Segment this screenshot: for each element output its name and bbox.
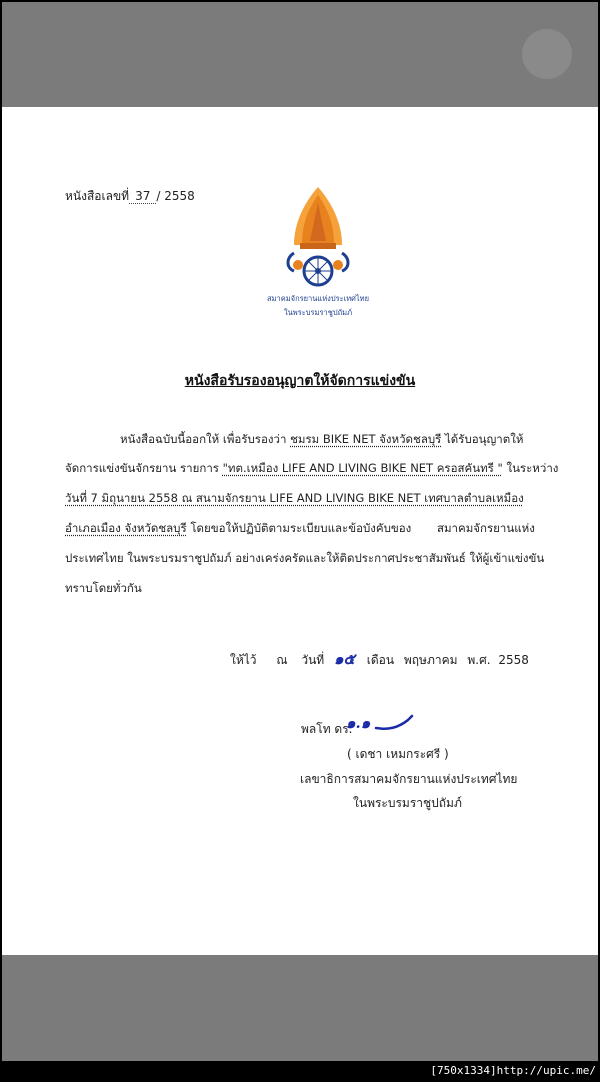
document-number-value: 37 [129, 189, 156, 204]
body-text: ได้รับอนุญาตให้ [445, 432, 524, 446]
given-era: พ.ศ. [467, 653, 491, 667]
body-text: สมาคมจักรยานแห่ง [436, 521, 535, 535]
svg-text:๑.๑: ๑.๑ [346, 714, 371, 732]
viewer-top-bar [2, 2, 598, 107]
wheel-emblem-icon [288, 253, 348, 285]
given-year: 2558 [498, 653, 529, 667]
given-at: ณ [276, 653, 288, 667]
body-text: ในระหว่าง [506, 461, 559, 475]
body-line-3: วันที่ 7 มิถุนายน 2558 ณ สนามจักรยาน LIFE AND LIVING BIKE NET เทศบาลตำบลเหมือง [65, 491, 524, 505]
signatory-position: เลขาธิการสมาคมจักรยานแห่งประเทศไทย [300, 772, 518, 786]
document-number [65, 187, 195, 206]
page-title: หนังสือรับรองอนุญาตให้จัดการแข่งขัน [184, 373, 416, 389]
body-line-2 [65, 460, 558, 476]
body-text: โดยขอให้ปฏิบัติตามระเบียบและข้อบังคับของ [190, 521, 412, 535]
given-month-label: เดือน [366, 653, 395, 667]
signatory-patronage: ในพระบรมราชูปถัมภ์ [353, 796, 462, 810]
given-label: ให้ไว้ [230, 653, 257, 667]
given-month-value: พฤษภาคม [403, 653, 458, 667]
body-fill-location: อำเภอเมือง จังหวัดชลบุรี [65, 521, 187, 535]
document-number-label: หนังสือเลขที่ [65, 189, 130, 203]
flame-emblem-icon [294, 187, 342, 249]
given-day-label: วันที่ [301, 653, 325, 667]
body-line-4 [65, 520, 535, 536]
body-text: หนังสือฉบับนี้ออกให้ เพื่อรับรองว่า [120, 432, 287, 446]
given-day-value: ๑๕ [334, 650, 355, 668]
logo-text-top: สมาคมจักรยานแห่งประเทศไทย [266, 294, 370, 303]
body-line-6: ทราบโดยทั่วกัน [65, 581, 142, 595]
document-page [2, 107, 598, 955]
body-fill-event: "ทต.เหมือง LIFE AND LIVING BIKE NET ครอสคันทรี " [222, 461, 503, 475]
body-line-5: ประเทศไทย ในพระบรมราชูปถัมภ์ อย่างเคร่งครัดและให้ติดประกาศประชาสัมพันธ์ ให้ผู้เข้าแข่งขัน [65, 551, 545, 565]
cycling-association-logo [264, 183, 372, 329]
body-fill-club: ชมรม BIKE NET จังหวัดชลบุรี [290, 432, 442, 446]
signatory-name: ( เดชา เหมกระศรี ) [347, 747, 449, 761]
signature-rank-label: พลโท ดร. [301, 722, 353, 736]
handwritten-signature [342, 712, 432, 736]
body-line-1 [120, 431, 523, 447]
given-date-line [230, 651, 529, 668]
document-number-year: / 2558 [156, 189, 195, 203]
menu-button[interactable] [522, 29, 572, 79]
logo-text-bottom: ในพระบรมราชูปถัมภ์ [283, 308, 353, 317]
viewer-bottom-bar [2, 955, 598, 1061]
body-text: จัดการแข่งขันจักรยาน รายการ [65, 461, 219, 475]
image-host-watermark: [750x1334]http://upic.me/ [430, 1064, 596, 1077]
